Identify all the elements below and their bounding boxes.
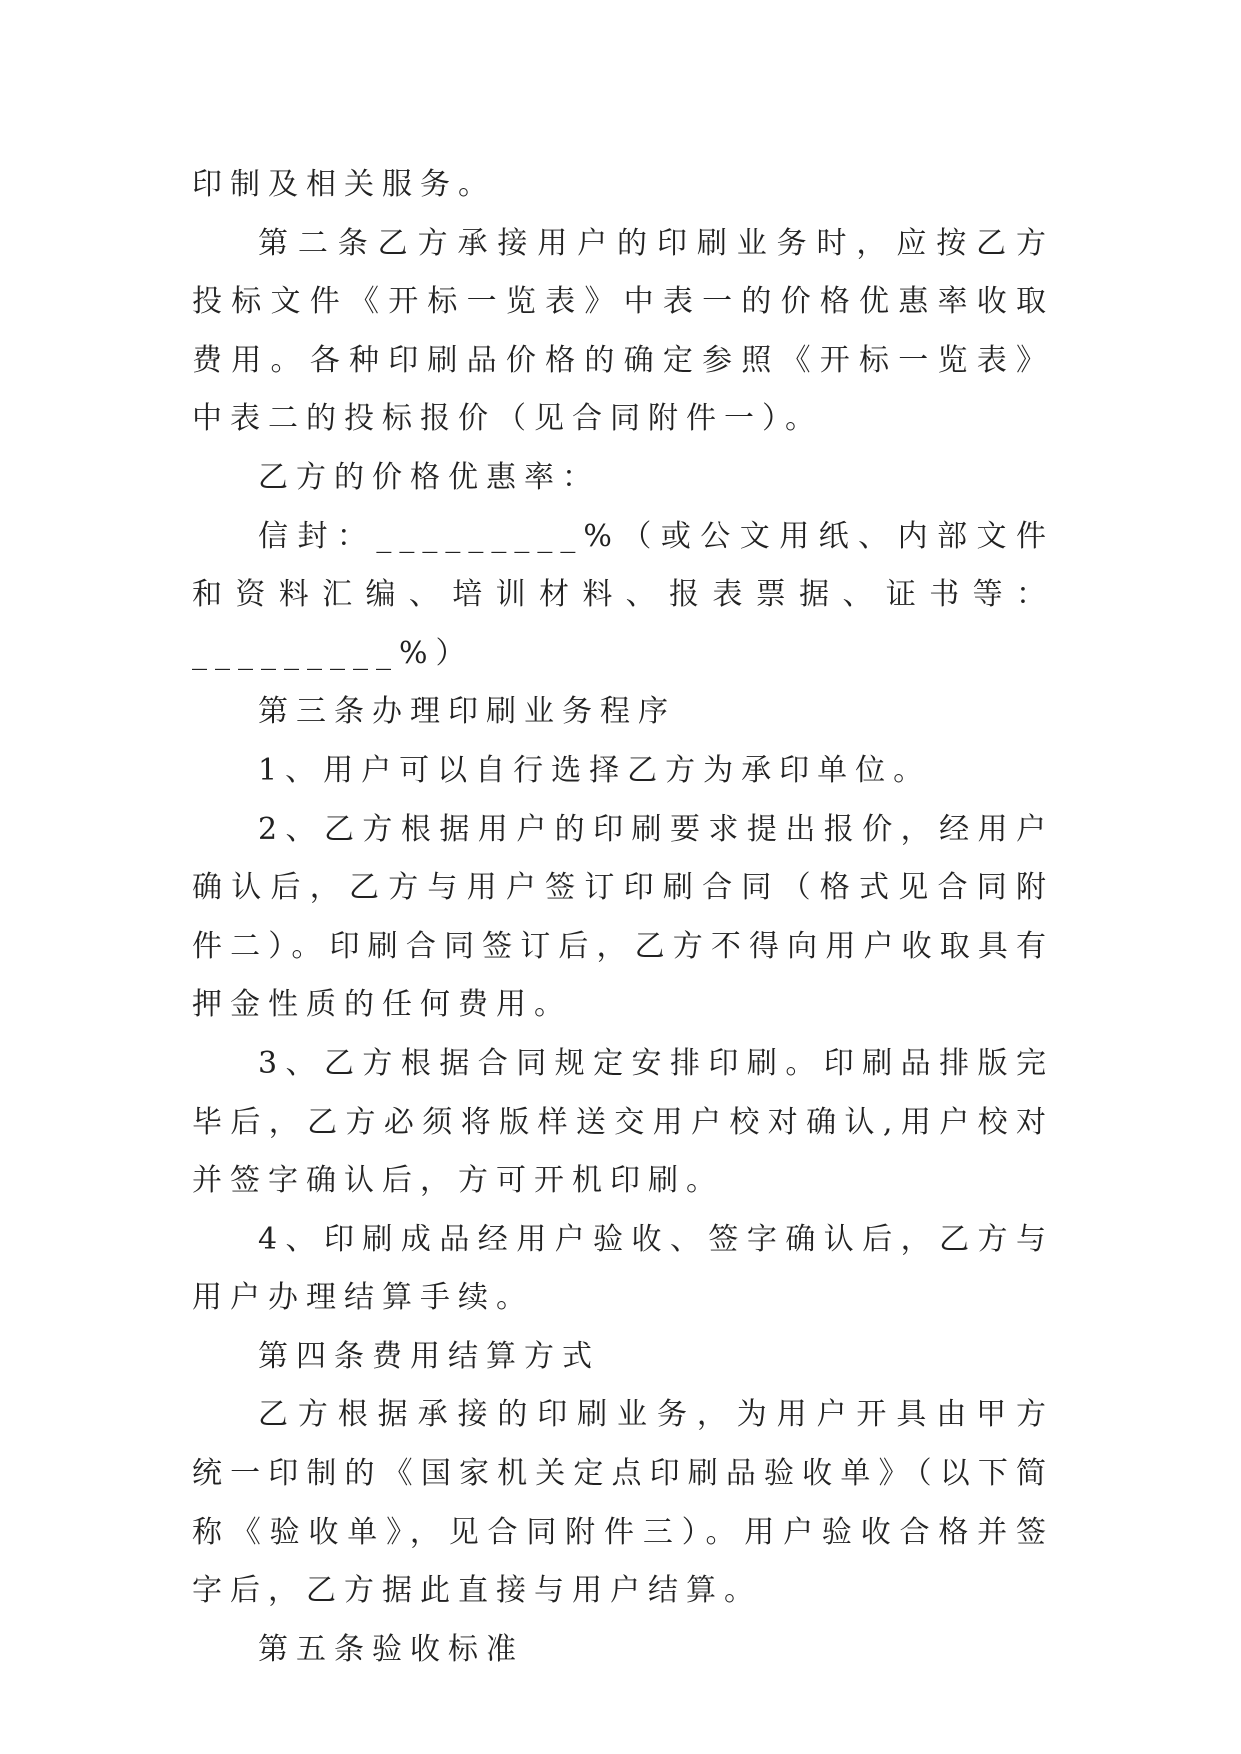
paragraph-continuation: 印制及相关服务。 [192, 167, 496, 202]
heading-article-5: 第五条验收标准 [258, 1631, 524, 1667]
paragraph-procedure-4: 4、印刷成品经用户验收、签字确认后，乙方与用户办理结算手续。 [192, 1221, 1054, 1316]
document-body [192, 156, 1054, 1679]
paragraph-discount-rate-label: 乙方的价格优惠率： [258, 459, 600, 495]
paragraph-procedure-1: 1、用户可以自行选择乙方为承印单位。 [258, 752, 932, 788]
paragraph-procedure-2: 2、乙方根据用户的印刷要求提出报价，经用户确认后，乙方与用户签订印刷合同（格式见合同附件二）。印刷合同签订后，乙方不得向用户收取具有押金性质的任何费用。 [192, 811, 1054, 1023]
paragraph-discount-rate-values: 信封：_________%（或公文用纸、内部文件和资料汇编、培训材料、报表票据、证书等：_________%） [192, 518, 1054, 671]
heading-article-4: 第四条费用结算方式 [258, 1338, 600, 1374]
paragraph-article-2: 第二条乙方承接用户的印刷业务时，应按乙方投标文件《开标一览表》中表一的价格优惠率收取费用。各种印刷品价格的确定参照《开标一览表》中表二的投标报价（见合同附件一）。 [192, 225, 1054, 437]
heading-article-3: 第三条办理印刷业务程序 [258, 694, 676, 730]
paragraph-settlement: 乙方根据承接的印刷业务，为用户开具由甲方统一印制的《国家机关定点印刷品验收单》（以下简称《验收单》，见合同附件三）。用户验收合格并签字后，乙方据此直接与用户结算。 [192, 1397, 1054, 1609]
paragraph-procedure-3: 3、乙方根据合同规定安排印刷。印刷品排版完毕后，乙方必须将版样送交用户校对确认,用户校对并签字确认后，方可开机印刷。 [192, 1045, 1054, 1199]
